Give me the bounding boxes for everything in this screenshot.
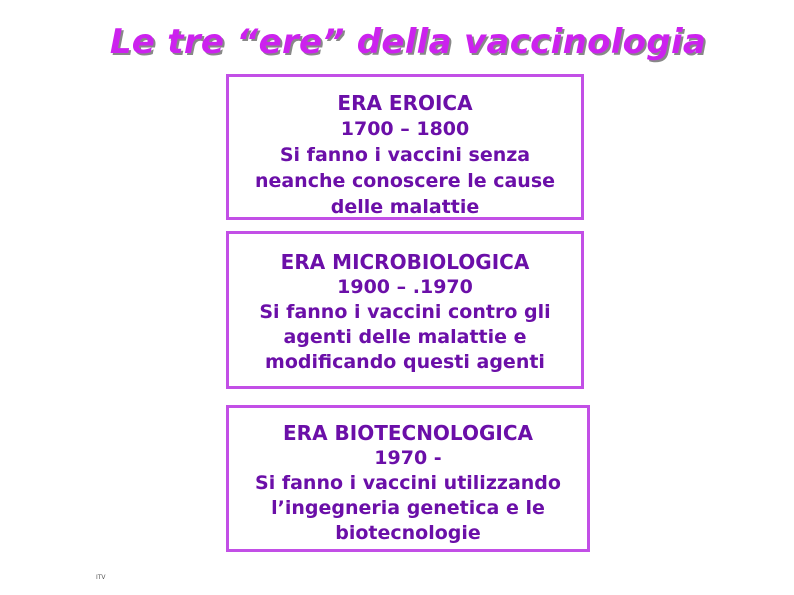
era-period: 1700 – 1800 xyxy=(340,118,470,140)
era-description-line: modificando questi agenti xyxy=(265,351,545,373)
era-description-line: l’ingegneria genetica e le xyxy=(271,497,545,519)
era-description-line: Si fanno i vaccini contro gli xyxy=(259,301,551,323)
era-period: 1970 - xyxy=(374,447,442,469)
era-name: ERA EROICA xyxy=(337,91,473,115)
era-period: 1900 – .1970 xyxy=(337,276,473,298)
era-box-microbiologica xyxy=(226,231,584,389)
era-name: ERA BIOTECNOLOGICA xyxy=(283,421,533,445)
era-description-line: agenti delle malattie e xyxy=(283,326,527,348)
era-box-eroica xyxy=(226,74,584,220)
era-description-line: biotecnologie xyxy=(335,522,481,544)
era-description-line: delle malattie xyxy=(330,196,480,218)
era-description-line: neanche conoscere le cause xyxy=(254,170,556,192)
slide-title: Le tre “ere” della vaccinologia xyxy=(109,22,707,62)
era-description-line: Si fanno i vaccini utilizzando xyxy=(255,472,561,494)
era-name: ERA MICROBIOLOGICA xyxy=(280,250,530,274)
footer-mark: ITV xyxy=(96,574,106,581)
era-box-biotecnologica xyxy=(226,405,590,552)
era-description-line: Si fanno i vaccini senza xyxy=(279,144,531,166)
